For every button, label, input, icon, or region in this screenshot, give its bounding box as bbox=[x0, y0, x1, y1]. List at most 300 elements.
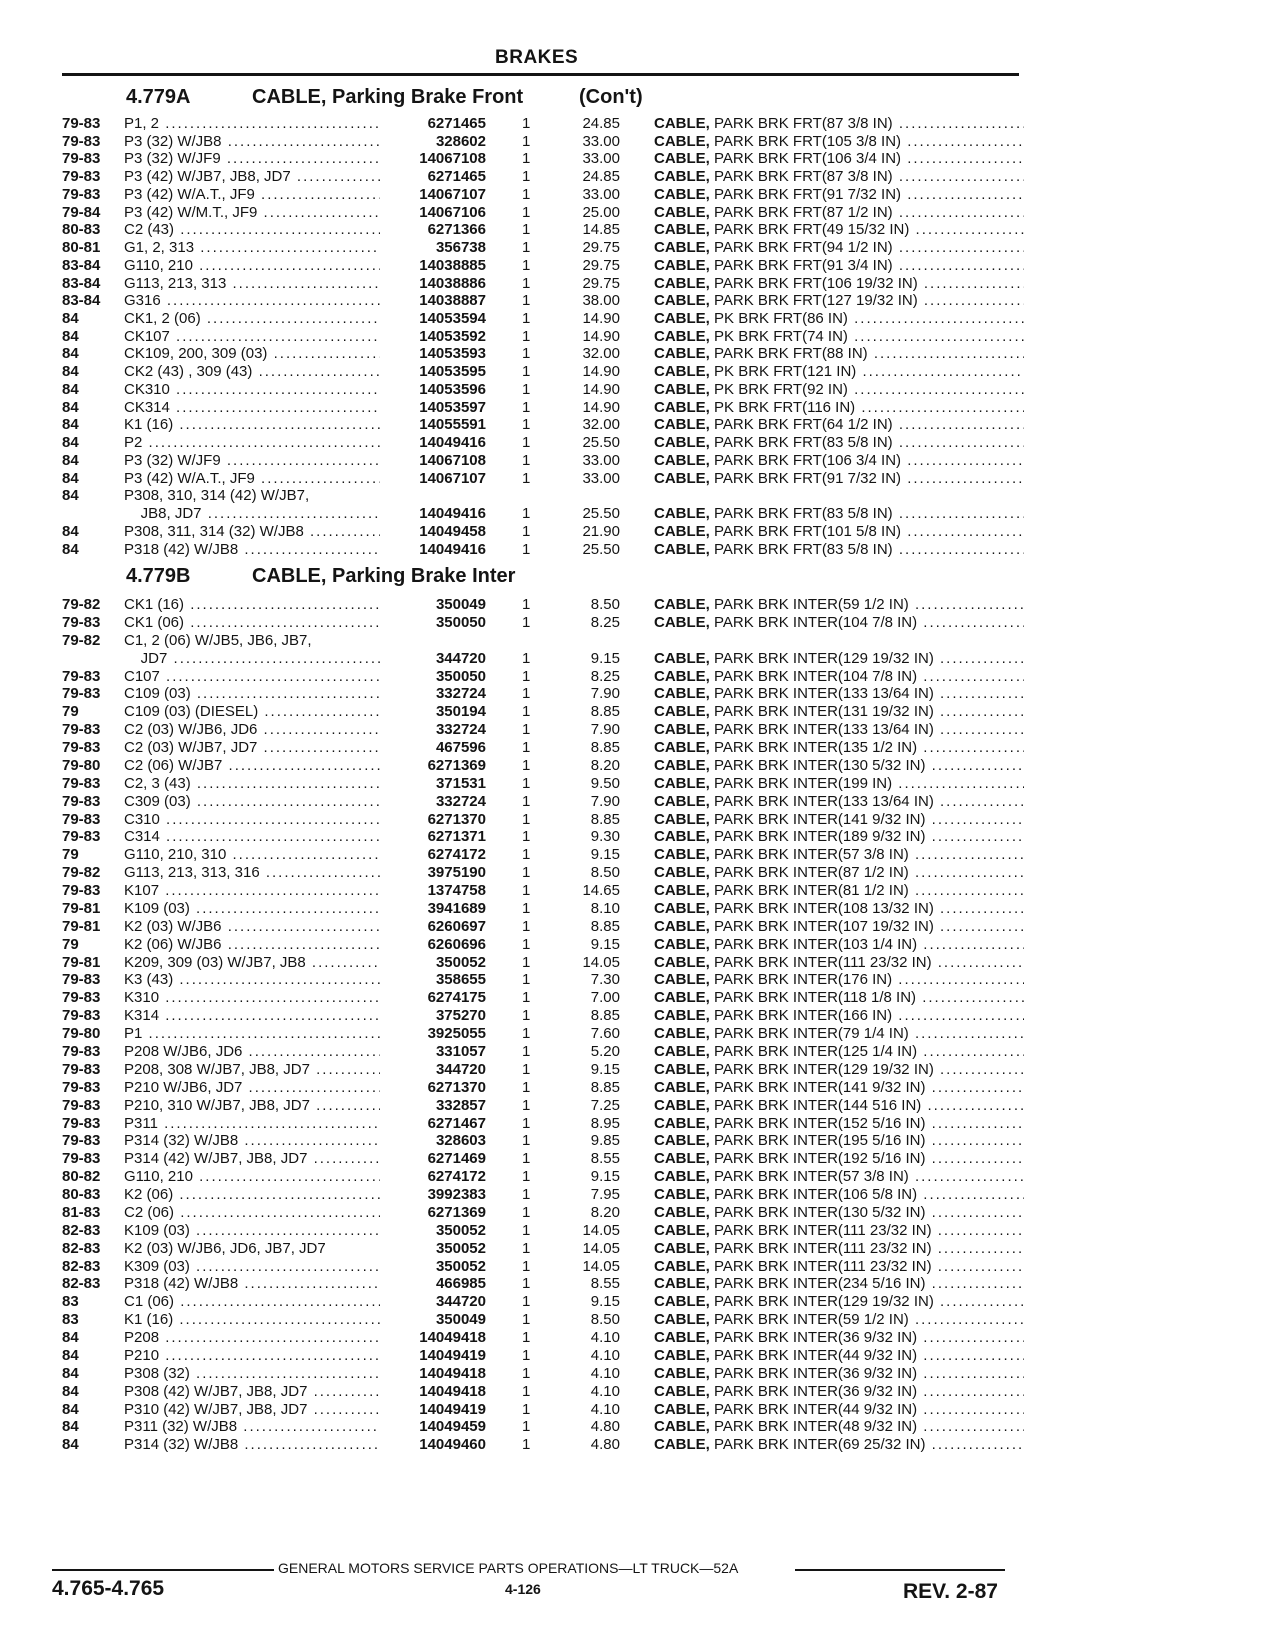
table-row bbox=[62, 1418, 1022, 1436]
description bbox=[654, 1401, 1024, 1419]
part-number: 6271465 bbox=[380, 115, 486, 133]
section-continued: (Con't) bbox=[579, 86, 643, 108]
description bbox=[654, 363, 1024, 381]
application: C2 (06) ..... bbox=[124, 1204, 454, 1222]
price: 9.15 bbox=[590, 1061, 620, 1078]
quantity: 1 bbox=[522, 1275, 531, 1292]
model-years: 84 bbox=[62, 399, 79, 416]
quantity: 1 bbox=[522, 614, 531, 631]
description-noun: CABLE, bbox=[654, 685, 710, 702]
description-detail: PARK BRK INTER(131 19/32 IN) bbox=[714, 703, 934, 720]
table-row bbox=[62, 381, 1022, 399]
description-detail: PARK BRK INTER(129 19/32 IN) bbox=[714, 1293, 934, 1310]
model-years: 84 bbox=[62, 470, 79, 487]
description-noun: CABLE, bbox=[654, 1043, 710, 1060]
table-row bbox=[62, 150, 1022, 168]
description-detail: PARK BRK FRT(49 15/32 IN) bbox=[714, 221, 910, 238]
description-noun: CABLE, bbox=[654, 989, 710, 1006]
model-years: 79-83 bbox=[62, 1115, 101, 1132]
price: 4.10 bbox=[590, 1365, 620, 1382]
description-detail: PARK BRK INTER(106 5/8 IN) bbox=[714, 1186, 918, 1203]
price: 7.95 bbox=[590, 1186, 620, 1203]
model-years: 79-81 bbox=[62, 900, 101, 917]
application: P314 (32) W/JB8 ..... bbox=[124, 1132, 454, 1150]
description-noun: CABLE, bbox=[654, 292, 710, 309]
description bbox=[654, 505, 1024, 523]
application: P210 W/JB6, JD7 ..... bbox=[124, 1079, 454, 1097]
table-row bbox=[62, 399, 1022, 417]
description bbox=[654, 757, 1024, 775]
part-number: 14049418 bbox=[380, 1365, 486, 1383]
table-row bbox=[62, 541, 1022, 559]
description-detail: PARK BRK INTER(108 13/32 IN) bbox=[714, 900, 934, 917]
application: K314 ..... bbox=[124, 1007, 454, 1025]
model-years: 79-83 bbox=[62, 811, 101, 828]
description bbox=[654, 685, 1024, 703]
part-number: 6260696 bbox=[380, 936, 486, 954]
description-noun: CABLE, bbox=[654, 1025, 710, 1042]
model-years: 84 bbox=[62, 416, 79, 433]
quantity: 1 bbox=[522, 1168, 531, 1185]
application: P318 (42) W/JB8 ..... bbox=[124, 541, 454, 559]
description-detail: PARK BRK FRT(87 1/2 IN) bbox=[714, 204, 893, 221]
model-years: 79 bbox=[62, 936, 79, 953]
application: CK2 (43) , 309 (43) ..... bbox=[124, 363, 454, 381]
model-years: 84 bbox=[62, 381, 79, 398]
table-row bbox=[62, 1025, 1022, 1043]
description bbox=[654, 1186, 1024, 1204]
description bbox=[654, 846, 1024, 864]
table-row bbox=[62, 811, 1022, 829]
part-number: 14049419 bbox=[380, 1347, 486, 1365]
price: 7.30 bbox=[590, 971, 620, 988]
description-noun: CABLE, bbox=[654, 775, 710, 792]
price: 14.85 bbox=[582, 221, 620, 238]
price: 9.85 bbox=[590, 1132, 620, 1149]
quantity: 1 bbox=[522, 1222, 531, 1239]
price: 29.75 bbox=[582, 257, 620, 274]
table-row bbox=[62, 1079, 1022, 1097]
application: C314 ..... bbox=[124, 828, 454, 846]
quantity: 1 bbox=[522, 150, 531, 167]
application: CK107 ..... bbox=[124, 328, 454, 346]
price: 14.90 bbox=[582, 399, 620, 416]
part-number: 14053593 bbox=[380, 345, 486, 363]
price: 7.60 bbox=[590, 1025, 620, 1042]
description-detail: PARK BRK INTER(69 25/32 IN) bbox=[714, 1436, 926, 1453]
description bbox=[654, 1418, 1024, 1436]
application: P3 (32) W/JF9 ..... bbox=[124, 452, 454, 470]
description-noun: CABLE, bbox=[654, 186, 710, 203]
description-noun: CABLE, bbox=[654, 1365, 710, 1382]
description-noun: CABLE, bbox=[654, 239, 710, 256]
table-row bbox=[62, 1204, 1022, 1222]
table-row bbox=[62, 1150, 1022, 1168]
application: P308 (42) W/JB7, JB8, JD7 ..... bbox=[124, 1383, 454, 1401]
model-years: 83-84 bbox=[62, 292, 101, 309]
table-row bbox=[62, 900, 1022, 918]
quantity: 1 bbox=[522, 186, 531, 203]
quantity: 1 bbox=[522, 452, 531, 469]
description-detail: PARK BRK INTER(133 13/64 IN) bbox=[714, 685, 934, 702]
price: 32.00 bbox=[582, 345, 620, 362]
application: CK1 (06) ..... bbox=[124, 614, 454, 632]
application: G1, 2, 313 ..... bbox=[124, 239, 454, 257]
price: 33.00 bbox=[582, 186, 620, 203]
price: 29.75 bbox=[582, 239, 620, 256]
description-noun: CABLE, bbox=[654, 882, 710, 899]
description bbox=[654, 1043, 1024, 1061]
description bbox=[654, 1258, 1024, 1276]
price: 24.85 bbox=[582, 115, 620, 132]
price: 8.20 bbox=[590, 757, 620, 774]
price: 25.00 bbox=[582, 204, 620, 221]
description bbox=[654, 650, 1024, 668]
description-detail: PARK BRK INTER(133 13/64 IN) bbox=[714, 721, 934, 738]
description-detail: PARK BRK INTER(130 5/32 IN) bbox=[714, 757, 926, 774]
price: 7.00 bbox=[590, 989, 620, 1006]
description-noun: CABLE, bbox=[654, 1168, 710, 1185]
model-years: 79-83 bbox=[62, 1097, 101, 1114]
description-noun: CABLE, bbox=[654, 505, 710, 522]
model-years: 79-83 bbox=[62, 1132, 101, 1149]
model-years: 79-83 bbox=[62, 133, 101, 150]
price: 4.10 bbox=[590, 1347, 620, 1364]
table-row bbox=[62, 239, 1022, 257]
price: 32.00 bbox=[582, 416, 620, 433]
description-detail: PK BRK FRT(92 IN) bbox=[714, 381, 848, 398]
price: 7.90 bbox=[590, 685, 620, 702]
part-number: 3941689 bbox=[380, 900, 486, 918]
description-noun: CABLE, bbox=[654, 1204, 710, 1221]
description bbox=[654, 328, 1024, 346]
description bbox=[654, 989, 1024, 1007]
description-detail: PARK BRK FRT(91 3/4 IN) bbox=[714, 257, 893, 274]
price: 14.05 bbox=[582, 1258, 620, 1275]
table-row bbox=[62, 1115, 1022, 1133]
table-row bbox=[62, 882, 1022, 900]
quantity: 1 bbox=[522, 668, 531, 685]
table-row bbox=[62, 1222, 1022, 1240]
description-noun: CABLE, bbox=[654, 811, 710, 828]
model-years: 84 bbox=[62, 345, 79, 362]
price: 33.00 bbox=[582, 452, 620, 469]
price: 9.30 bbox=[590, 828, 620, 845]
part-number: 350050 bbox=[380, 668, 486, 686]
part-number: 3975190 bbox=[380, 864, 486, 882]
price: 8.20 bbox=[590, 1204, 620, 1221]
description-detail: PARK BRK INTER(141 9/32 IN) bbox=[714, 1079, 926, 1096]
description-detail: PARK BRK FRT(83 5/8 IN) bbox=[714, 505, 893, 522]
model-years: 82-83 bbox=[62, 1258, 101, 1275]
application: K107 ..... bbox=[124, 882, 454, 900]
description-noun: CABLE, bbox=[654, 846, 710, 863]
price: 7.90 bbox=[590, 721, 620, 738]
description-noun: CABLE, bbox=[654, 133, 710, 150]
application: CK314 ..... bbox=[124, 399, 454, 417]
quantity: 1 bbox=[522, 1258, 531, 1275]
quantity: 1 bbox=[522, 345, 531, 362]
price: 9.15 bbox=[590, 650, 620, 667]
description-noun: CABLE, bbox=[654, 1186, 710, 1203]
table-row bbox=[62, 275, 1022, 293]
table-row bbox=[62, 1097, 1022, 1115]
model-years: 84 bbox=[62, 541, 79, 558]
description bbox=[654, 381, 1024, 399]
application: P208 W/JB6, JD6 ..... bbox=[124, 1043, 454, 1061]
part-number: 14049418 bbox=[380, 1329, 486, 1347]
price: 25.50 bbox=[582, 541, 620, 558]
quantity: 1 bbox=[522, 1097, 531, 1114]
table-row bbox=[62, 1365, 1022, 1383]
description-noun: CABLE, bbox=[654, 650, 710, 667]
application: G113, 213, 313 ..... bbox=[124, 275, 454, 293]
description bbox=[654, 1275, 1024, 1293]
description-noun: CABLE, bbox=[654, 363, 710, 380]
description-detail: PARK BRK INTER(36 9/32 IN) bbox=[714, 1329, 918, 1346]
quantity: 1 bbox=[522, 1025, 531, 1042]
table-row bbox=[62, 1043, 1022, 1061]
price: 8.85 bbox=[590, 739, 620, 756]
table-row bbox=[62, 1311, 1022, 1329]
table-row bbox=[62, 487, 1022, 505]
price: 8.50 bbox=[590, 864, 620, 881]
application: P2 ..... bbox=[124, 434, 454, 452]
table-row bbox=[62, 721, 1022, 739]
part-number: 332724 bbox=[380, 721, 486, 739]
description-detail: PARK BRK INTER(130 5/32 IN) bbox=[714, 1204, 926, 1221]
quantity: 1 bbox=[522, 1293, 531, 1310]
table-row bbox=[62, 1240, 1022, 1258]
application: P3 (42) W/A.T., JF9 ..... bbox=[124, 186, 454, 204]
description-noun: CABLE, bbox=[654, 1061, 710, 1078]
price: 4.10 bbox=[590, 1329, 620, 1346]
part-number: 331057 bbox=[380, 1043, 486, 1061]
part-number: 14053597 bbox=[380, 399, 486, 417]
price: 33.00 bbox=[582, 470, 620, 487]
model-years: 84 bbox=[62, 487, 79, 504]
description-detail: PARK BRK INTER(57 3/8 IN) bbox=[714, 846, 909, 863]
footer-rule-right bbox=[795, 1569, 1005, 1571]
description-noun: CABLE, bbox=[654, 399, 710, 416]
model-years: 79-83 bbox=[62, 739, 101, 756]
description-noun: CABLE, bbox=[654, 703, 710, 720]
table-row bbox=[62, 1186, 1022, 1204]
price: 4.80 bbox=[590, 1418, 620, 1435]
footer-page-number: 4-126 bbox=[505, 1581, 541, 1597]
price: 14.90 bbox=[582, 310, 620, 327]
application: P3 (32) W/JF9 ..... bbox=[124, 150, 454, 168]
application: K2 (03) W/JB6, JD6, JB7, JD7 bbox=[124, 1240, 326, 1257]
quantity: 1 bbox=[522, 703, 531, 720]
application: P310 (42) W/JB7, JB8, JD7 ..... bbox=[124, 1401, 454, 1419]
description-detail: PARK BRK FRT(83 5/8 IN) bbox=[714, 434, 893, 451]
description-noun: CABLE, bbox=[654, 310, 710, 327]
price: 14.05 bbox=[582, 1222, 620, 1239]
table-row bbox=[62, 505, 1022, 523]
part-number: 467596 bbox=[380, 739, 486, 757]
description bbox=[654, 541, 1024, 559]
table-row bbox=[62, 668, 1022, 686]
quantity: 1 bbox=[522, 1061, 531, 1078]
part-number: 14049458 bbox=[380, 523, 486, 541]
description bbox=[654, 971, 1024, 989]
price: 7.90 bbox=[590, 793, 620, 810]
price: 7.25 bbox=[590, 1097, 620, 1114]
application: CK109, 200, 309 (03) ..... bbox=[124, 345, 454, 363]
description-noun: CABLE, bbox=[654, 1311, 710, 1328]
price: 8.85 bbox=[590, 918, 620, 935]
part-number: 14067107 bbox=[380, 470, 486, 488]
quantity: 1 bbox=[522, 275, 531, 292]
application: P3 (32) W/JB8 ..... bbox=[124, 133, 454, 151]
quantity: 1 bbox=[522, 363, 531, 380]
description bbox=[654, 239, 1024, 257]
part-number: 6271370 bbox=[380, 811, 486, 829]
description-noun: CABLE, bbox=[654, 936, 710, 953]
section-title: CABLE, Parking Brake Front bbox=[252, 86, 524, 108]
application: K209, 309 (03) W/JB7, JB8 ..... bbox=[124, 954, 454, 972]
application: P314 (42) W/JB7, JB8, JD7 ..... bbox=[124, 1150, 454, 1168]
description bbox=[654, 954, 1024, 972]
footer-section-range: 4.765-4.765 bbox=[52, 1577, 165, 1600]
application: P3 (42) W/A.T., JF9 ..... bbox=[124, 470, 454, 488]
part-number: 14049416 bbox=[380, 434, 486, 452]
description-detail: PARK BRK FRT(88 IN) bbox=[714, 345, 868, 362]
model-years: 83 bbox=[62, 1311, 79, 1328]
description bbox=[654, 1115, 1024, 1133]
description-detail: PK BRK FRT(116 IN) bbox=[714, 399, 856, 416]
description-detail: PARK BRK INTER(152 5/16 IN) bbox=[714, 1115, 926, 1132]
application: K1 (16) ..... bbox=[124, 1311, 454, 1329]
model-years: 79-83 bbox=[62, 668, 101, 685]
description-noun: CABLE, bbox=[654, 1383, 710, 1400]
application: K3 (43) ..... bbox=[124, 971, 454, 989]
description-noun: CABLE, bbox=[654, 1293, 710, 1310]
description bbox=[654, 703, 1024, 721]
price: 4.80 bbox=[590, 1436, 620, 1453]
table-row bbox=[62, 828, 1022, 846]
description bbox=[654, 1365, 1024, 1383]
part-number: 350050 bbox=[380, 614, 486, 632]
model-years: 82-83 bbox=[62, 1240, 101, 1257]
table-row bbox=[62, 685, 1022, 703]
application: P1 ..... bbox=[124, 1025, 454, 1043]
part-number: 6274172 bbox=[380, 1168, 486, 1186]
price: 9.15 bbox=[590, 1168, 620, 1185]
description-detail: PARK BRK INTER(199 IN) bbox=[714, 775, 893, 792]
application: G110, 210, 310 ..... bbox=[124, 846, 454, 864]
description bbox=[654, 1025, 1024, 1043]
description-noun: CABLE, bbox=[654, 150, 710, 167]
application: P308, 311, 314 (32) W/JB8 ..... bbox=[124, 523, 454, 541]
quantity: 1 bbox=[522, 221, 531, 238]
part-number: 6271469 bbox=[380, 1150, 486, 1168]
part-number: 14067108 bbox=[380, 150, 486, 168]
part-number: 344720 bbox=[380, 650, 486, 668]
table-row bbox=[62, 614, 1022, 632]
description-detail: PARK BRK INTER(103 1/4 IN) bbox=[714, 936, 918, 953]
part-number: 14049416 bbox=[380, 505, 486, 523]
description-detail: PARK BRK INTER(111 23/32 IN) bbox=[714, 1240, 932, 1257]
description bbox=[654, 292, 1024, 310]
part-number: 332724 bbox=[380, 685, 486, 703]
price: 14.90 bbox=[582, 363, 620, 380]
quantity: 1 bbox=[522, 523, 531, 540]
description bbox=[654, 416, 1024, 434]
description-detail: PARK BRK INTER(144 516 IN) bbox=[714, 1097, 922, 1114]
description bbox=[654, 882, 1024, 900]
description-noun: CABLE, bbox=[654, 1258, 710, 1275]
description-noun: CABLE, bbox=[654, 381, 710, 398]
description-noun: CABLE, bbox=[654, 918, 710, 935]
model-years: 79-83 bbox=[62, 989, 101, 1006]
part-number: 6271465 bbox=[380, 168, 486, 186]
description bbox=[654, 1222, 1024, 1240]
description-detail: PARK BRK FRT(127 19/32 IN) bbox=[714, 292, 918, 309]
description-noun: CABLE, bbox=[654, 470, 710, 487]
table-row bbox=[62, 1347, 1022, 1365]
part-number: 6271467 bbox=[380, 1115, 486, 1133]
table-row bbox=[62, 1401, 1022, 1419]
description bbox=[654, 828, 1024, 846]
description-detail: PARK BRK INTER(111 23/32 IN) bbox=[714, 954, 932, 971]
table-row bbox=[62, 864, 1022, 882]
application: CK1, 2 (06) ..... bbox=[124, 310, 454, 328]
model-years: 79-80 bbox=[62, 757, 101, 774]
price: 8.10 bbox=[590, 900, 620, 917]
description bbox=[654, 168, 1024, 186]
description-detail: PARK BRK FRT(83 5/8 IN) bbox=[714, 541, 893, 558]
table-row bbox=[62, 1007, 1022, 1025]
part-number: 3925055 bbox=[380, 1025, 486, 1043]
model-years: 84 bbox=[62, 1329, 79, 1346]
quantity: 1 bbox=[522, 1043, 531, 1060]
part-number: 332857 bbox=[380, 1097, 486, 1115]
section-number: 4.779A bbox=[126, 86, 191, 108]
description bbox=[654, 204, 1024, 222]
description-noun: CABLE, bbox=[654, 1275, 710, 1292]
description-noun: CABLE, bbox=[654, 115, 710, 132]
price: 9.15 bbox=[590, 1293, 620, 1310]
quantity: 1 bbox=[522, 470, 531, 487]
quantity: 1 bbox=[522, 257, 531, 274]
application: G110, 210 ..... bbox=[124, 1168, 454, 1186]
description-noun: CABLE, bbox=[654, 1240, 710, 1257]
description-detail: PARK BRK INTER(87 1/2 IN) bbox=[714, 864, 909, 881]
description-noun: CABLE, bbox=[654, 328, 710, 345]
table-row bbox=[62, 1258, 1022, 1276]
table-row bbox=[62, 186, 1022, 204]
price: 8.85 bbox=[590, 703, 620, 720]
description-noun: CABLE, bbox=[654, 168, 710, 185]
description-noun: CABLE, bbox=[654, 954, 710, 971]
description-noun: CABLE, bbox=[654, 1418, 710, 1435]
application: C2 (03) W/JB6, JD6 ..... bbox=[124, 721, 454, 739]
part-number: 358655 bbox=[380, 971, 486, 989]
part-number: 14038887 bbox=[380, 292, 486, 310]
part-number: 14067107 bbox=[380, 186, 486, 204]
description-detail: PARK BRK INTER(59 1/2 IN) bbox=[714, 1311, 909, 1328]
price: 14.05 bbox=[582, 1240, 620, 1257]
description-noun: CABLE, bbox=[654, 757, 710, 774]
description bbox=[654, 1061, 1024, 1079]
model-years: 82-83 bbox=[62, 1275, 101, 1292]
description bbox=[654, 150, 1024, 168]
price: 14.90 bbox=[582, 328, 620, 345]
quantity: 1 bbox=[522, 1418, 531, 1435]
description bbox=[654, 739, 1024, 757]
